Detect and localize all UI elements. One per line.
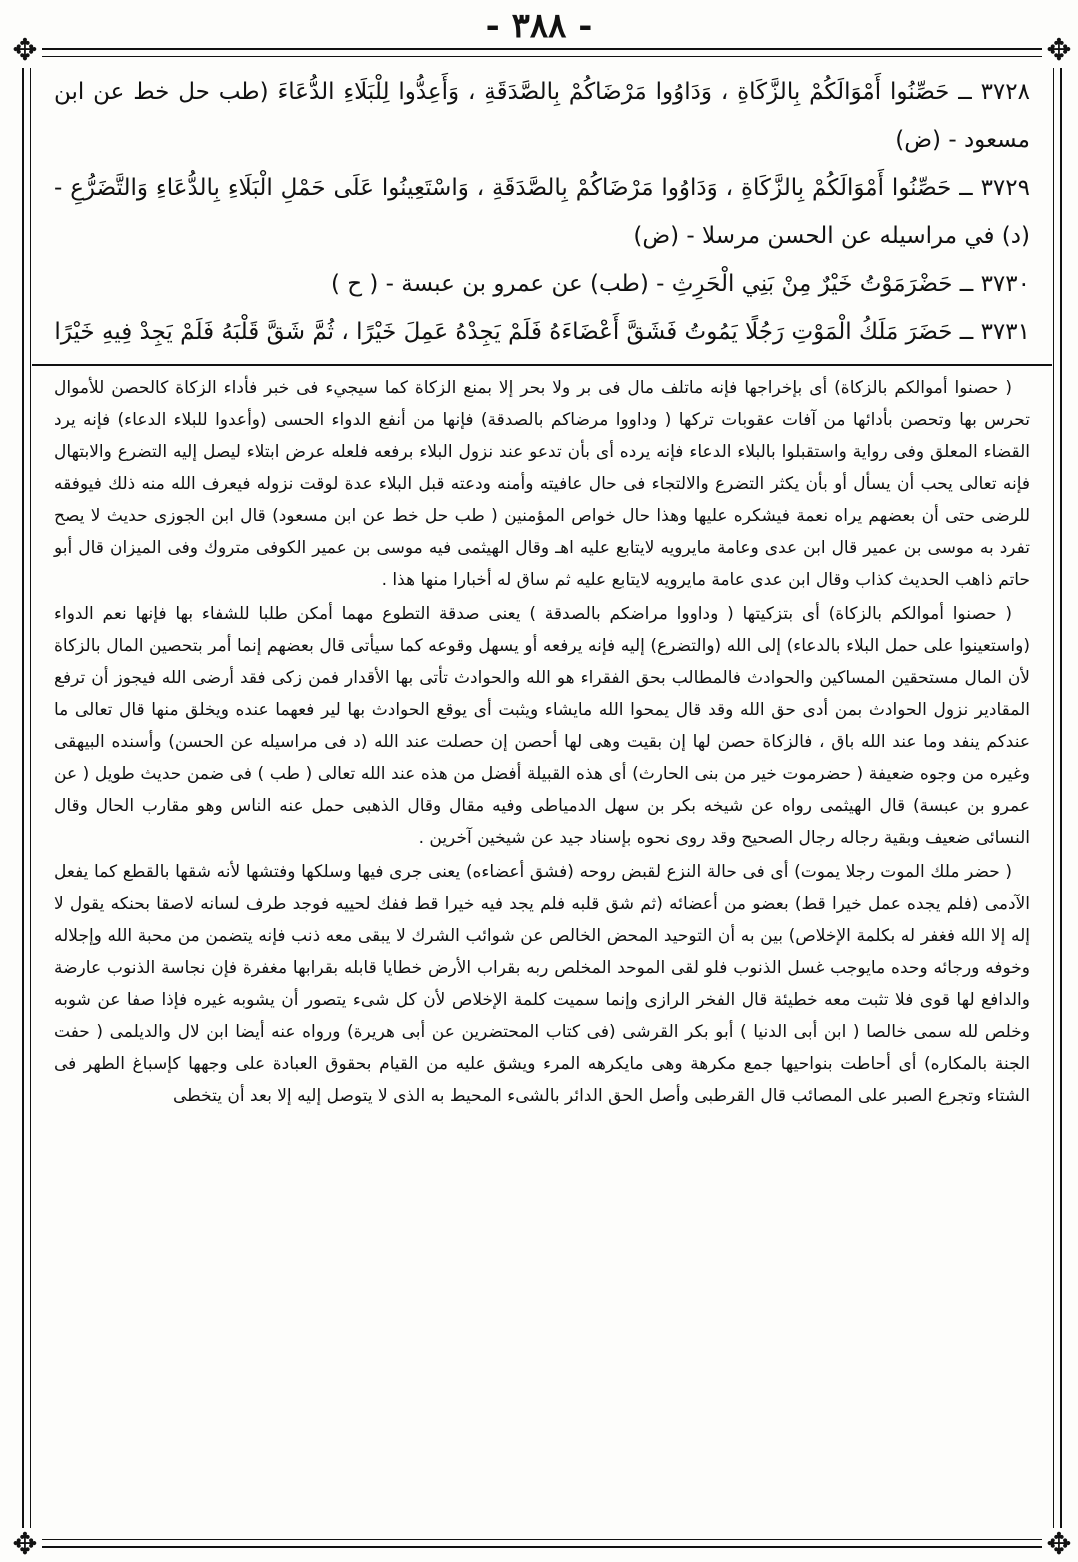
hadith-3729: ٣٧٢٩ ــ حَصِّنُوا أَمْوَالَكُمْ بِالزَّكَاةِ ، وَدَاوُوا مَرْضَاكُمْ بِالصَّدَقَةِ ، وَاسْتَعِينُوا عَلَى حَمْلِ الْبَلَاءِ بِالدُّعَاءِ وَالتَّضَرُّعِ - (د) في مراسيله عن الحسن مرسلا - (ض) — [54, 175, 1030, 249]
hadith-3728: ٣٧٢٨ ــ حَصِّنُوا أَمْوَالَكُمْ بِالزَّكَاةِ ، وَدَاوُوا مَرْضَاكُمْ بِالصَّدَقَةِ ، وَأَعِدُّوا لِلْبَلَاءِ الدُّعَاءَ (طب حل خط عن ابن مسعود - (ض) — [54, 79, 1030, 153]
commentary-section — [54, 372, 1030, 1112]
hadith-3730: ٣٧٣٠ ــ حَضْرَمَوْتُ خَيْرٌ مِنْ بَنِي الْحَرِثِ - (طب) عن عمرو بن عبسة - ( ح ) — [330, 271, 1030, 297]
corner-ornament-icon: ✥ — [8, 34, 42, 68]
corner-ornament-icon: ✥ — [1042, 1528, 1076, 1562]
hadith-section — [54, 68, 1030, 356]
commentary-paragraph: ( حصنوا أموالكم بالزكاة) أى بتزكيتها ( وداووا مراضكم بالصدقة ) يعنى صدقة التطوع مهما أمكن طلبا للشفاء بها فإنها نعم الدواء (واستعينوا على حمل البلاء بالدعاء) إلى الله (والتضرع) إليه فإنه يرفعه أو يسهل وقوعه كما سيأتى قال بعضهم إنما أمر بتحصين المال بالزكاة لأن المال مستحقين المساكين والحوادث فالمطالب بحق الفقراء هو الله والحوادث تأتى بها الأقدار فمن زكى فقد أرضى الله فيجوز أن ترفع المقادير نزول الحوادث بمن أدى حق الله وقد قال يمحوا الله مايشاء ويثبت أى يوقع الحوادث بها لير فعهما عنده ويخلق منها قال تعالى ما عندكم ينفد وما عند الله باق ، فالزكاة حصن لها إن بقيت وهى لها أحصن إن حصلت عند الله (د فى مراسيله عن الحسن) وأسنده البيهقى وغيره من وجوه ضعيفة ( حضرموت خير من بنى الحارث) أى هذه القبيلة أفضل من هذه عند الله تعالى ( طب ) فى ضمن حديث طويل ( عن عمرو بن عبسة) قال الهيثمى رواه عن شيخه بكر بن سهل الدمياطى وفيه مقال وقال الذهبى حمل عنه الناس وهو مقارب الحال وقال النسائى ضعيف وبقية رجاله رجال الصحيح وقد روى نحوه بإسناد جيد عن شيخين آخرين . — [54, 604, 1030, 848]
section-divider — [32, 364, 1052, 366]
commentary-paragraph: ( حصنوا أموالكم بالزكاة) أى بإخراجها فإنه ماتلف مال فى بر ولا بحر إلا بمنع الزكاة كما سيجيء فى خبر فأداء الزكاة كالحصن للأموال تحرس بها وتحصن بأدائها من آفات عقوبات تركها ( وداووا مرضاكم بالصدقة) فإنها من أنفع الدواء الحسى (وأعدوا للبلاء الدعاء) فإنه يرد القضاء المعلق وفى رواية واستقبلوا بالبلاء الدعاء فإنه يرده أى بأن تدعو عند نزول البلاء برفعه فلعله عرض ابتلاء ليصل إليه التضرع والابتهال فإنه تعالى يحب أن يسأل أو بأن يكثر التضرع والالتجاء فى حال عافيته وأمنه ودعته قبل البلاء عدة لوقت نزوله فيعرف الله منه ذلك فيوفقه للرضى حتى أن بعضهم يراه نعمة فيشكره عليها وهذا حال خواص المؤمنين ( طب حل خط عن ابن مسعود) قال ابن الجوزى حديث لا يصح تفرد به موسى بن عمير قال ابن عدى وعامة مايرويه لايتابع عليه اهـ وقال الهيثمى فيه موسى بن عمير الكوفى متروك وفى الميزان قال أبو حاتم ذاهب الحديث كذاب وقال ابن عدى عامة مايرويه لايتابع عليه ثم ساق له أخبارا منها هذا . — [54, 378, 1030, 590]
page-frame — [12, 33, 1072, 1562]
page-content — [54, 68, 1030, 1114]
commentary-paragraph: ( حضر ملك الموت رجلا يموت) أى فى حالة النزع لقبض روحه (فشق أعضاءه) يعنى جرى فيها وسلكها وفتشها لأنه شقها بالقطع كما يفعل الآدمى (فلم يجده عمل خيرا قط) بعضو من أعضائه (ثم شق قلبه فلم يجد فيه خيرا قط ففك لحييه فوجد طرف لسانه لاصقا بحنكه يقول لا إله إلا الله فغفر له بكلمة الإخلاص) بين به أن التوحيد المحض الخالص عن شوائب الشرك لا يبقى معه ذنب فإنه يتضمن من محبة الله وإجلاله وخوفه ورجائه وحده مايوجب غسل الذنوب فلو لقى الموحد المخلص ربه بقراب الأرض خطايا قابله بقرابها مغفرة فإن نجاسة الذنوب عارضة والدافع لها قوى فلا تثبت معه خطيئة قال الفخر الرازى وإنما سميت كلمة الإخلاص لأن كل شىء يتصور أن يشوبه غيره فإذا صفا عن شوبه وخلص لله سمى خالصا ( ابن أبى الدنيا ) أبو بكر القرشى (فى كتاب المحتضرين عن أبى هريرة) ورواه عنه أيضا ابن لال والديلمى ( حفت الجنة بالمكاره) أى أحاطت بنواحيها جمع مكرهة وهى مايكرهه المرء ويشق عليه من القيام بحقوق العبادة على وجهها كإسباغ الطهر فى الشتاء وتجرع الصبر على المصائب قال القرطبى وأصل الحق الدائر بالشىء المحيط به الذى لا يتوصل إليه إلا بعد أن يتخطى — [54, 862, 1030, 1106]
page-number: - ٣٨٨ - — [485, 6, 593, 46]
corner-ornament-icon: ✥ — [8, 1528, 42, 1562]
corner-ornament-icon: ✥ — [1042, 34, 1076, 68]
hadith-3731: ٣٧٣١ ــ حَضَرَ مَلَكُ الْمَوْتِ رَجُلًا يَمُوتُ فَشَقَّ أَعْضَاءَهُ فَلَمْ يَجِدْهُ عَمِلَ خَيْرًا ، ثُمَّ شَقَّ قَلْبَهُ فَلَمْ يَجِدْ فِيهِ خَيْرًا — [54, 319, 1030, 345]
